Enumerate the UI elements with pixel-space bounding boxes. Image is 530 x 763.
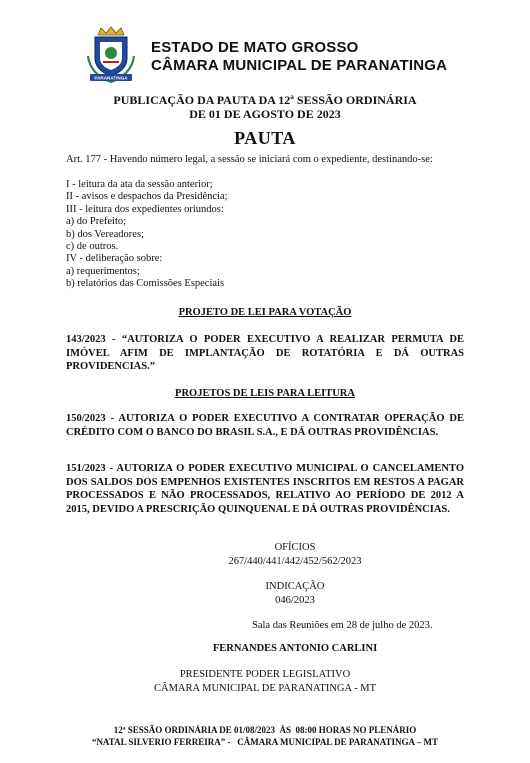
list-item: I - leitura da ata da sessão anterior; [66,179,213,190]
intro-text: Art. 177 - Havendo número legal, a sessão se iniciará com o expediente, destinando-se: [66,154,433,165]
list-item: III - leitura dos expedientes oriundos: [66,203,224,215]
projeto-leitura: 150/2023 - AUTORIZA O PODER EXECUTIVO A CONTRATAR OPERAÇÃO DE CRÉDITO COM O BANCO DO BRASIL S.A., E DÁ OUTRAS PROVIDÊNCIAS. [66,413,464,438]
municipal-crest-icon [86,26,136,84]
list-item: a) do Prefeito; [66,216,127,228]
list-item: II - avisos e despachos da Presidência; [66,191,228,203]
section-votacao-heading: PROJETO DE LEI PARA VOTAÇÃO [178,307,352,318]
list-item: b) dos Vereadores; [66,228,144,240]
indicacao-number: 046/2023 [275,594,315,606]
pauta-heading: PAUTA [234,128,296,148]
list-item: IV - deliberação sobre: [66,253,163,265]
oficios-label: OFÍCIOS [274,542,316,553]
section-leitura-heading: PROJETOS DE LEIS PARA LEITURA [175,388,355,399]
projeto-votacao: 143/2023 - “AUTORIZA O PODER EXECUTIVO A REALIZAR PERMUTA DE IMÓVEL AFIM DE IMPLANTAÇÃO DE ROTATÓRIA E DÁ OUTRAS PROVIDENCIAS.” [66,334,464,373]
indicacao-block [0,580,530,607]
agenda-list [66,179,228,291]
signer-name: FERNANDES ANTONIO CARLINI [212,643,378,654]
role-line: PRESIDENTE PODER LEGISLATIVO [179,669,351,680]
oficios-block [0,541,530,568]
footer-line: “NATAL SILVERIO FERREIRA” - CÂMARA MUNICIPAL DE PARANATINGA – MT [91,736,439,747]
publication-title: PUBLICAÇÃO DA PAUTA DA 12ª SESSÃO ORDINÁRIA [113,93,417,107]
footer-line: 12ª SESSÃO ORDINÁRIA DE 01/08/2023 ÀS 08:00 HORAS NO PLENÁRIO [113,725,417,735]
oficios-numbers: 267/440/441/442/452/562/2023 [228,555,362,567]
indicacao-label: INDICAÇÃO [265,581,325,592]
list-item: b) relatórios das Comissões Especiais [66,278,225,290]
list-item: c) de outros. [66,241,119,253]
chamber-title: CÂMARA MUNICIPAL DE PARANATINGA [151,57,448,74]
role-line: CÂMARA MUNICIPAL DE PARANATINGA - MT [154,682,376,694]
footer [0,725,530,748]
state-title: ESTADO DE MATO GROSSO [151,39,359,56]
sala-date-line: Sala das Reuniões em 28 de julho de 2023. [252,620,433,631]
list-item: a) requerimentos; [66,265,140,277]
crest-banner-text: PARANATINGA [94,75,128,81]
signer-role [0,668,530,695]
projeto-leitura: 151/2023 - AUTORIZA O PODER EXECUTIVO MUNICIPAL O CANCELAMENTO DOS SALDOS DOS EMPENHOS EXISTENTES INSCRITOS EM RESTOS A PAGAR PROCESSADOS E NÃO PROCESSADOS, RELATIVO AO PERÍODO DE 2012 A 2015, DEVIDO A PRESCRIÇÃO QUINQUENAL E DÁ OUTRAS PROVIDÊNCIAS. [66,463,464,515]
publication-date: DE 01 DE AGOSTO DE 2023 [189,107,341,121]
